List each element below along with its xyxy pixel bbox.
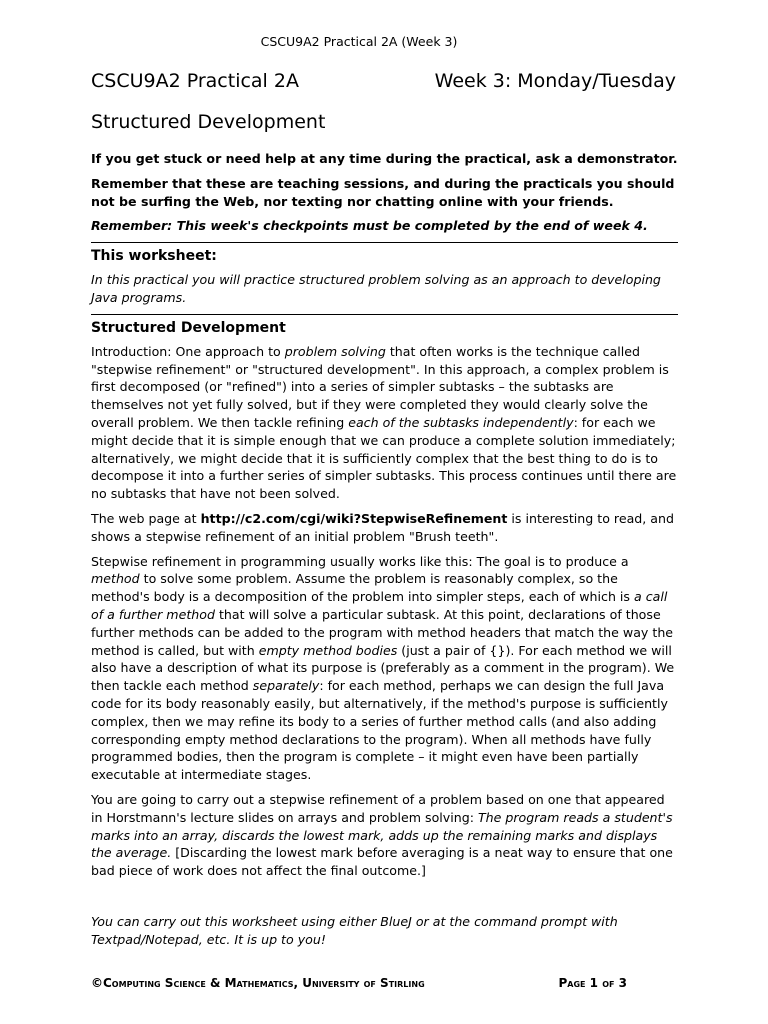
task-emphasis: The program reads a student's marks into an array, discards the lowest mark, adds up the remaining marks and displays the average.: [91, 809, 673, 861]
worksheet-heading: This worksheet:: [91, 248, 217, 265]
task-text-2: [Discarding the lowest mark before averaging is a neat way to ensure that one bad piece of work does not affect the final outcome.]: [91, 845, 673, 879]
web-paragraph: [91, 510, 678, 546]
stepwise-paragraph: [91, 553, 678, 784]
stepwise-text-5: : for each method, perhaps we can design the full Java code for its body reasonably easily, but alternatively, if the method's purpose is sufficiently complex, then we may refine its body to a series of further method calls (and also adding corresponding empty method declarations to the program). When all methods have fully programmed bodies, then the program is complete – it might even have been partially executable at intermediate stages.: [91, 678, 668, 783]
intro-paragraph: [91, 343, 678, 503]
copyright-line: ©Computing Science & Mathematics, University of Stirling: [91, 976, 425, 990]
worksheet-text: In this practical you will practice structured problem solving as an approach to developing Java programs.: [91, 272, 661, 305]
closing-note: You can carry out this worksheet using either BlueJ or at the command prompt with Textpad/Notepad, etc. It is up to you!: [91, 913, 618, 947]
web-text-2: is interesting to read, and shows a stepwise refinement of an initial problem "Brush teeth".: [91, 510, 674, 544]
stepwise-text-4: (just a pair of {}). For each method we will also have a description of what its purpose is (preferably as a comment in the program). We then tackle each method: [91, 642, 675, 694]
page-number: Page 1 of 3: [558, 976, 627, 990]
task-text-1: You are going to carry out a stepwise refinement of a problem based on one that appeared in Horstmann's lecture slides on arrays and problem solving:: [91, 791, 665, 825]
intro-text-3: : for each we might decide that it is simple enough that we can produce a complete solution immediately; alternatively, we might decide that it is sufficiently complex that the best thing to do is to decompose it into a further series of simpler subtasks. This process continues until there are no subtasks that have not been solved.: [91, 414, 677, 502]
stepwise-text-3: that will solve a particular subtask. At this point, declarations of those further methods can be added to the program with method headers that match the way the method is called, but with: [91, 606, 674, 658]
stepwise-emphasis-2: a call of a further method: [91, 589, 668, 622]
intro-emphasis-1: problem solving: [284, 343, 386, 359]
stepwise-emphasis-4: separately: [252, 678, 320, 694]
running-header: [0, 34, 768, 49]
document-body: [91, 150, 678, 955]
intro-text-1: Introduction: One approach to: [91, 343, 285, 359]
task-paragraph: [91, 791, 678, 880]
help-notice: If you get stuck or need help at any time during the practical, ask a demonstrator.: [91, 151, 678, 166]
worksheet-section: [91, 242, 678, 307]
intro-text-2: that often works is the technique called "stepwise refinement" or "structured development". In this approach, a complex problem is first decomposed (or "refined") into a series of simpler subtasks – the subtasks are themselves not yet fully solved, but if they were completed they would clearly solve the overall problem. We then tackle refining: [91, 343, 669, 430]
teaching-notice: Remember that these are teaching sessions, and during the practicals you should not be surfing the Web, nor texting nor chatting online with your friends.: [91, 175, 675, 209]
structured-heading: Structured Development: [91, 319, 286, 336]
running-title: CSCU9A2 Practical 2A (Week 3): [260, 34, 458, 49]
structured-section: [91, 314, 678, 949]
page-footer: [91, 976, 627, 990]
week-title: Week 3: Monday/Tuesday: [434, 70, 676, 92]
practical-title: CSCU9A2 Practical 2A: [91, 70, 299, 92]
stepwise-text-2: to solve some problem. Assume the problem is reasonably complex, so the method's body is a decomposition of the problem into simpler steps, each of which is: [91, 571, 635, 605]
document-title: Structured Development: [91, 111, 326, 133]
stepwise-text-1: Stepwise refinement in programming usually works like this: The goal is to produce a: [91, 553, 629, 569]
title-row: [91, 70, 676, 92]
stepwise-emphasis-3: empty method bodies: [258, 642, 398, 658]
intro-emphasis-2: each of the subtasks independently: [348, 414, 574, 430]
stepwise-emphasis-1: method: [91, 571, 140, 587]
checkpoints-notice: Remember: This week's checkpoints must be completed by the end of week 4.: [91, 218, 648, 234]
stepwise-refinement-link[interactable]: http://c2.com/cgi/wiki?StepwiseRefinement: [200, 510, 508, 526]
web-text-1: The web page at: [91, 510, 201, 526]
